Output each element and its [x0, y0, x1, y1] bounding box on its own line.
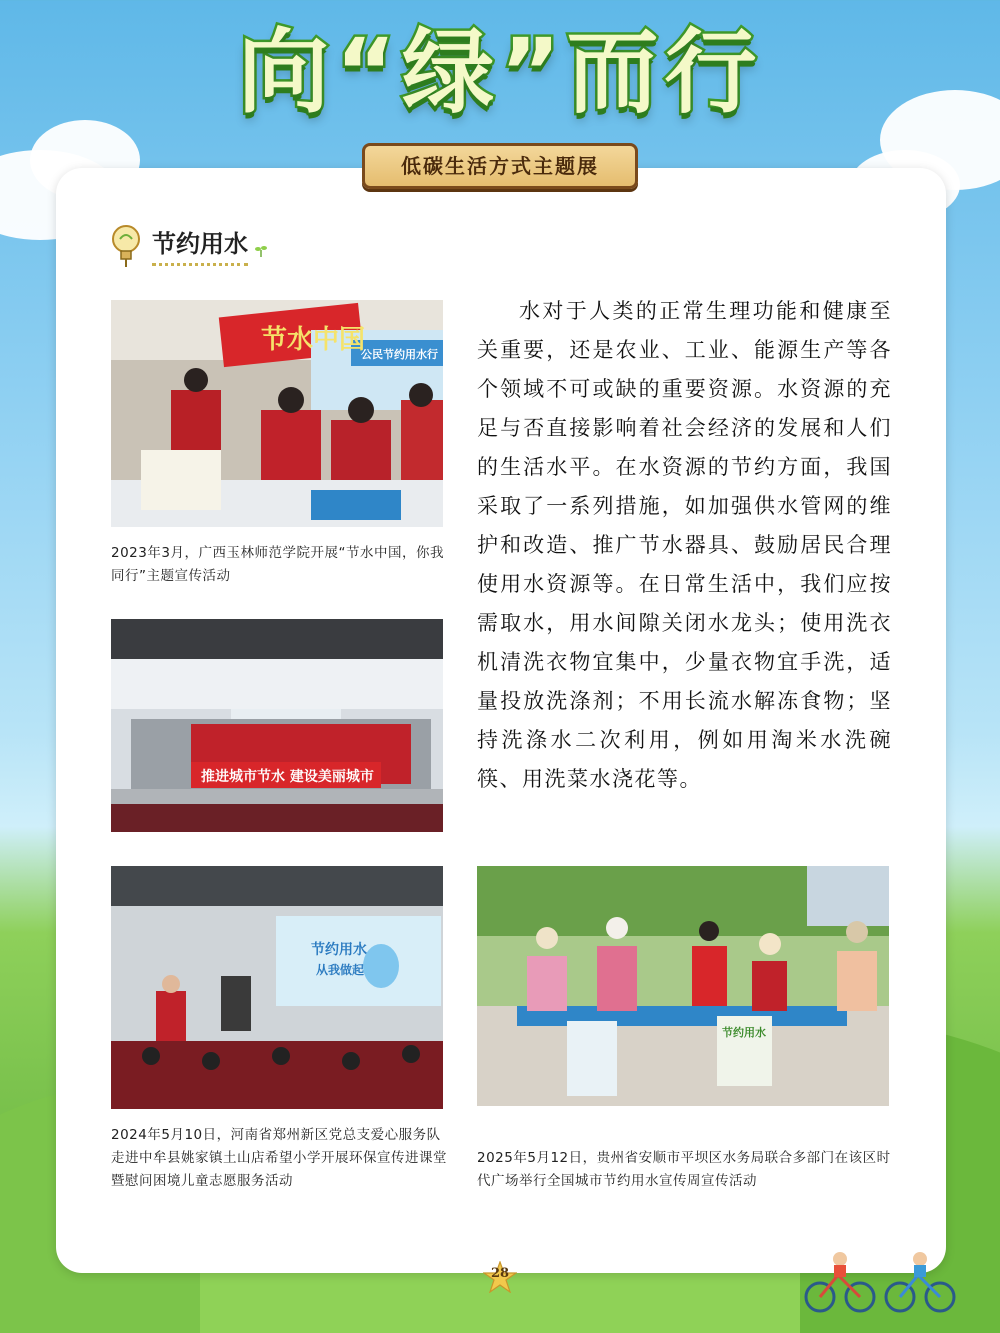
photo-classroom	[111, 866, 443, 1109]
photo-outdoor-event	[477, 866, 889, 1106]
banner-text: 推进城市节水 建设美丽城市	[201, 769, 374, 785]
sign-text: 节约用水	[722, 1026, 766, 1039]
photo-caption: 2025年5月12日，贵州省安顺市平坝区水务局联合多部门在该区时代广场举行全国城市节约用水宣传周宣传活动	[477, 1150, 891, 1189]
photo-caption: 2024年5月10日，河南省郑州新区党总支爱心服务队走进中牟县姚家镇土山店希望小学开展环保宣传进课堂暨慰问困境儿童志愿服务活动	[111, 1127, 447, 1189]
photo-group	[111, 619, 443, 832]
page-number: 28	[490, 1266, 510, 1281]
header	[0, 18, 1000, 128]
subtitle-banner: 低碳生活方式主题展	[362, 143, 638, 189]
sub-banner-text: 公民节约用水行	[361, 348, 438, 361]
page-title: 向“绿”而行	[237, 19, 763, 126]
screen-text: 从我做起	[316, 963, 365, 977]
banner-text: 节水中国	[261, 325, 366, 355]
photo-exhibition	[111, 300, 443, 527]
screen-text: 节约用水	[311, 942, 367, 958]
bicycle-icon	[800, 1245, 960, 1315]
sprout-icon	[254, 243, 268, 262]
section-heading	[110, 222, 268, 268]
section-title: 节约用水	[152, 224, 248, 266]
body-paragraph: 水对于人类的正常生理功能和健康至关重要，还是农业、工业、能源生产等各个领域不可或缺的重要资源。水资源的充足与否直接影响着社会经济的发展和人们的生活水平。在水资源的节约方面，我国采取了一系列措施，如加强供水管网的维护和改造、推广节水器具、鼓励居民合理使用水资源等。在日常生活中，我们应按需取水，用水间隙关闭水龙头；使用洗衣机清洗衣物宜集中，少量衣物宜手洗，适量投放洗涤剂；不用长流水解冻食物；坚持洗涤水二次利用，例如用淘米水洗碗筷、用洗菜水浇花等。	[477, 299, 892, 791]
lightbulb-icon	[110, 223, 142, 267]
photo-caption: 2023年3月，广西玉林师范学院开展“节水中国，你我同行”主题宣传活动	[111, 545, 444, 584]
